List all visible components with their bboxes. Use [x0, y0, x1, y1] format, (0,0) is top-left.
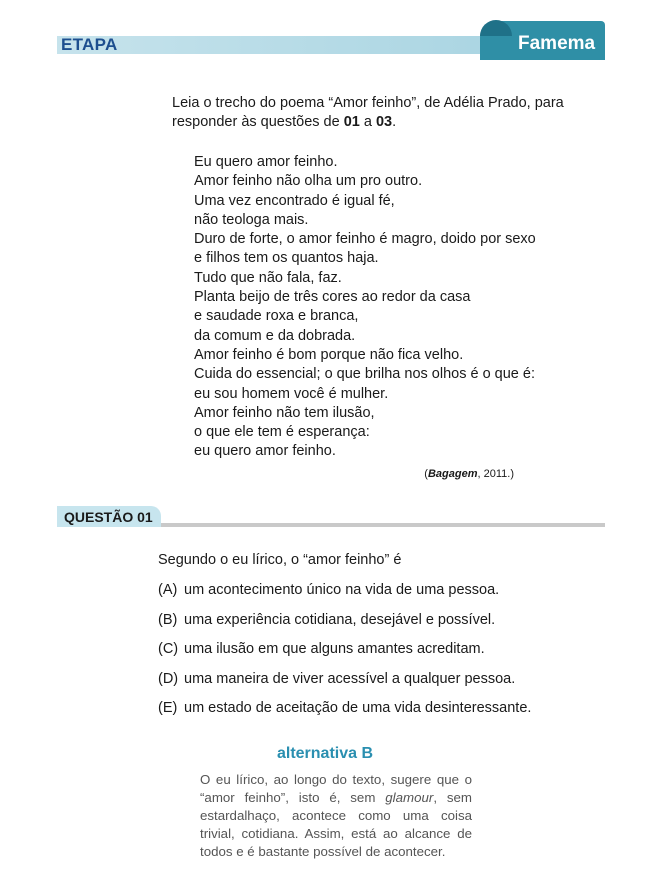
question-stem: Segundo o eu lírico, o “amor feinho” é: [158, 552, 402, 568]
intro-question-start: 01: [343, 114, 360, 130]
poem-line: da comum e da dobrada.: [194, 327, 356, 344]
intro-instructions: [172, 94, 592, 132]
option-d: [158, 671, 531, 701]
intro-connector: a: [359, 114, 376, 130]
option-letter: (D): [158, 670, 179, 687]
option-letter: (E): [158, 700, 178, 717]
question-label: QUESTÃO 01: [64, 509, 153, 525]
poem-line: eu quero amor feinho.: [194, 443, 336, 460]
option-text: um acontecimento único na vida de uma pessoa.: [184, 582, 500, 598]
option-letter: (C): [158, 641, 179, 658]
option-e: [158, 700, 531, 730]
option-b: [158, 612, 531, 642]
poem-line: Planta beijo de três cores ao redor da casa: [194, 289, 471, 306]
source-title: Bagagem: [427, 468, 478, 480]
answer-options: [158, 582, 531, 730]
option-letter: (B): [158, 611, 178, 628]
answer-text-part2: , sem estardalhaço, acontece como uma coisa trivial, cotidiana. Assim, está ao alcance de todos e é bastante possível de acontecer.: [200, 790, 473, 859]
poem-line: Tudo que não fala, faz.: [194, 269, 342, 286]
answer-explanation: [200, 771, 472, 861]
poem-line: Eu quero amor feinho.: [194, 154, 338, 170]
answer-text-italic: glamour: [385, 790, 434, 805]
answer-title: alternativa B: [276, 745, 374, 762]
poem-line: Amor feinho é bom porque não fica velho.: [194, 346, 464, 363]
poem-line: e saudade roxa e branca,: [194, 308, 359, 325]
intro-question-end: 03: [375, 114, 393, 130]
source-open: (: [424, 468, 428, 480]
poem-line: Cuida do essencial; o que brilha nos olhos é o que é:: [194, 366, 535, 383]
poem-line: eu sou homem você é mulher.: [194, 385, 389, 402]
page-header: [0, 0, 650, 60]
intro-text: Leia o trecho do poema “Amor feinho”, de Adélia Prado, para responder às questões de: [172, 95, 564, 130]
source-rest: , 2011.): [477, 468, 514, 480]
option-text: uma experiência cotidiana, desejável e possível.: [184, 611, 496, 628]
exam-name: Famema: [518, 33, 596, 54]
answer-text-part1: O eu lírico, ao longo do texto, sugere que o “amor feinho”, isto é, sem: [200, 772, 472, 805]
poem-line: Amor feinho não tem ilusão,: [194, 404, 375, 421]
option-text: uma maneira de viver acessível a qualquer pessoa.: [184, 670, 516, 687]
poem-line: Uma vez encontrado é igual fé,: [194, 192, 395, 209]
option-text: uma ilusão em que alguns amantes acreditam.: [184, 641, 485, 658]
poem-source: [424, 468, 514, 480]
brand-logo-text: ETAPA: [61, 35, 118, 54]
poem-line: e filhos tem os quantos haja.: [194, 250, 379, 267]
poem-line: Duro de forte, o amor feinho é magro, doido por sexo: [194, 231, 536, 248]
option-text: um estado de aceitação de uma vida desinteressante.: [184, 700, 532, 717]
poem-line: Amor feinho não olha um pro outro.: [194, 173, 423, 190]
poem-line: não teologa mais.: [194, 211, 309, 228]
poem-line: o que ele tem é esperança:: [194, 424, 370, 441]
intro-end: .: [392, 114, 397, 130]
option-letter: (A): [158, 582, 178, 598]
option-c: [158, 641, 531, 671]
option-a: [158, 582, 531, 612]
poem-excerpt: [194, 153, 594, 462]
